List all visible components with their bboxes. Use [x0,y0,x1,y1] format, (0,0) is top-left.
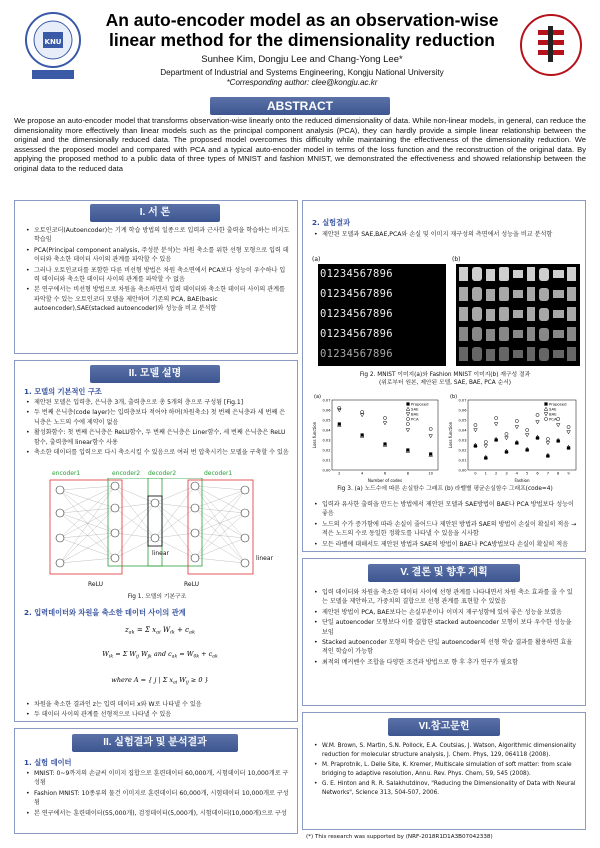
reference-item: • M. Praprotnik, L. Delle Site, K. Kremer, Multiscale simulation of soft matter: from scale bridging to adaptive resolution, Annu. Rev. Phys. Chem, 59, 545 (2008). [312,761,578,778]
data-point [546,437,549,440]
list-item: • 최적의 메커벤수 조합을 다양한 조건과 방법으로 향 후 추가 연구가 필요함 [312,658,578,667]
y-tick-label: 0.01 [458,458,467,463]
data-point [406,429,410,432]
list-item: • 오토인코더(Autoencoder)는 기계 학습 방법의 일종으로 입력과 근사한 출력을 학습하는 비지도학습임 [24,226,290,245]
data-point [536,413,539,416]
references-heading: VI.참고문헌 [388,718,500,736]
title-line-1: An auto-encoder model as an observation-wise [105,10,499,30]
title-line-2: linear method for the dimensionality reduction [108,30,496,50]
data-point [495,416,498,419]
encoder1-label: encoder1 [52,470,81,477]
x-tick-label: 6 [383,471,387,476]
data-point [484,440,487,443]
model-subheading-1: 1. 모델의 기본적인 구조 [24,387,102,396]
conclusion-heading: V. 결론 및 향후 계획 [368,564,520,582]
loss-by-label-chart [448,392,580,484]
list-item: • Stacked autoencoder 모형의 학습은 단일 autoencoder의 선형 학습 결과를 활용하면 효율적인 학습이 가능함 [312,638,578,657]
linear-label-2: linear [256,555,273,562]
legend-entry: PCA [411,416,419,422]
kiie-logo [520,12,582,78]
x-axis-label: Fashion [514,478,530,483]
list-item: • 모든 라벨에 대해서도 제안된 방법과 SAE의 방법이 BAE나 PCA방법보다 손실이 확실히 적음 [312,540,578,549]
kongju-university-logo [24,10,82,82]
relation-list [24,700,290,721]
data-point [526,428,529,431]
legend-entry: BAE [411,411,419,417]
data-point [515,426,519,429]
network-diagram [40,478,270,578]
data-point [484,445,488,448]
digit-row: 01234567896 [320,268,393,280]
chart-frame [332,400,438,470]
data-point [474,423,477,426]
legend-marker [544,402,547,405]
svg-text:Wik = Σ Wij Wjk and cak =: $W_{ik} = \Sigma$ $W_{ij}$ $W_{jk}$ and $c_{ak} = W_{0k} + c_{ak}$ [102,650,218,660]
data-point [360,414,364,417]
data-point [556,424,560,427]
data-point [515,419,518,422]
y-tick-label: 0.07 [322,398,331,403]
y-tick-label: 0.04 [458,428,467,433]
chart-svg [448,392,580,484]
chart-legend [544,401,567,421]
authors: Sunhee Kim, Dongju Lee and Chang-Yong Lee* [201,54,403,65]
fig2-caption-line-2: (위로부터 원본, 제안된 모델, SAE, BAE, PCA 순서) [378,379,512,386]
experiment-data-list [24,769,290,819]
relation-equations [70,620,250,692]
data-point [494,423,498,426]
poster-title [92,10,512,50]
svg-text:KNU: KNU [44,38,62,46]
list-item: • 본 연구에서는 비선형 방법으로 차원을 축소하면서 입력 데이터와 축소한 데이터 사이의 관계를 파악할 수 있는 오토인코더 모델을 제안하며 기존의 PCA, BAE(basic autoencoder),SAE(stacked autoencoder)와 성능을 비교 분석함 [24,285,290,313]
loss-vs-codes-chart [312,392,442,484]
x-tick-label: 0 [474,471,477,476]
corresponding-author: *Corresponding author: clee@kongju.ac.kr [226,78,378,87]
data-point [338,406,341,409]
list-item: • MNIST: 0~9까지의 손글씨 이미지 집합으로 훈련데이터 60,000개, 시험데이터 10,000개로 구성됨 [24,769,290,788]
data-point [525,434,529,437]
chart-legend [406,401,429,421]
data-point [505,432,508,435]
y-axis-label: Loss function [448,421,453,449]
legend-entry: PCA [549,416,557,422]
list-item: • 제안된 모델은 입력층, 은닉층 3개, 출력층으로 총 5개의 층으로 구성됨 [Fig.1] [24,398,290,407]
list-item: • PCA(Principal component analysis, 주성분 분석)는 차원 축소를 위한 선형 모형으로 입력 데이터와 축소한 데이터 사이의 관계를 파악할 수 있음 [24,246,290,265]
legend-entry: Proposed [411,401,429,407]
poster-header [0,0,600,100]
y-tick-label: 0.07 [458,398,467,403]
list-item: • 제안된 방법이 PCA, BAE보다는 손실부분이나 이미지 재구성함에 있어 좋은 성능을 보였음 [312,608,578,617]
linear-label-1: linear [152,550,169,557]
results-subheading: 2. 실험결과 [312,218,351,227]
list-item: • 축소한 데이터를 입력으로 다시 축소시킬 수 있음으로 여러 번 압축시키는 모델을 구축할 수 있음 [24,448,290,457]
data-point [383,422,387,425]
fig3-caption: Fig 3. (a) 노드수에 따른 손실함수 그래프 (b) 라벨별 평균손실함수 그래프(code=4) [337,486,553,492]
y-tick-label: 0.03 [458,438,467,443]
list-item: • 단일 autoencoder 모형보다 이를 결합한 stacked autoencoder 모형이 보다 우수한 성능을 보임 [312,618,578,637]
x-tick-label: 1 [484,471,487,476]
legend-marker [406,402,409,405]
legend-marker [544,417,547,420]
legend-marker [406,413,410,416]
decoder1-label: decoder1 [204,470,233,477]
x-tick-label: 5 [526,471,529,476]
list-item: • 제안된 모델과 SAE,BAE,PCA와 손실 및 이미지 재구성의 측면에서 성능을 비교 분석함 [312,230,578,239]
data-point [406,422,409,425]
relu-label-2: ReLU [184,581,200,588]
decoder2-label: decoder2 [148,470,177,477]
conclusion-list [312,588,578,668]
list-item: • 두 번째 은닉층(code layer)는 입력층보다 적어야 하며(차원축소) 첫 번째 은닉층과 세 번째 은닉층은 노드의 수에 제약이 없음 [24,408,290,427]
fashion-reconstruction-grid [456,264,580,366]
digit-row: 01234567896 [320,328,393,340]
y-tick-label: 0.05 [322,418,331,423]
y-tick-label: 0.03 [322,438,331,443]
x-tick-label: 10 [428,471,433,476]
x-tick-label: 8 [406,471,409,476]
data-point [474,429,478,432]
x-axis-label: Number of codes [367,478,403,483]
digit-row: 01234567896 [320,288,393,300]
funding-footnote: (*) This research was supported by (NRF-2018R1D1A3B07042338) [306,834,493,840]
data-point [546,442,550,445]
data-point [429,427,432,430]
intro-list [24,226,290,315]
y-tick-label: 0.00 [322,468,331,473]
encoder2-label: encoder2 [112,470,141,477]
data-point [567,431,571,434]
legend-entry: SAE [411,406,419,412]
experiment-heading: II. 실험결과 및 분석결과 [72,734,238,752]
legend-marker [544,413,548,416]
affiliation: Department of Industrial and Systems Engineering, Kongju National University [160,68,444,77]
model-heading: II. 모델 설명 [90,365,220,383]
chart-svg [312,392,442,484]
x-tick-label: 2 [338,471,341,476]
reference-item: • G. E. Hinton and R. R. Salakhutdinov, "Reducing the Dimensionality of Data with Neural Networks", Science 313, 504-507, 2006. [312,780,578,797]
x-tick-label: 7 [546,471,550,476]
chart-panel-label: (a) [314,394,321,400]
legend-marker [406,417,409,420]
x-tick-label: 2 [494,471,498,476]
legend-entry: Proposed [549,401,567,407]
data-point [567,425,570,428]
svg-text:where A = { j | Σ xai Wij ≥: where A = { j | Σ $x_{ai}$ $W_{ij} \ge 0$ } [111,676,209,686]
fig2-caption-line-1: Fig 2. MNIST 이미지(a)와 Fashion MNIST 이미지(b) 재구성 결과 [359,372,531,378]
data-point [383,416,386,419]
data-point [429,435,433,438]
y-tick-label: 0.04 [322,428,331,433]
legend-entry: BAE [549,411,557,417]
digit-row: 01234567896 [320,348,393,360]
svg-text:zak = Σ xai Wik + cak: $z_{ak} = \Sigma$ $x_{ai}$ $W_{ik} + c_{ak}$ [124,626,196,636]
legend-marker [406,407,410,410]
experiment-subheading-1: 1. 실험 데이터 [24,758,72,767]
model-list [24,398,290,458]
x-tick-label: 9 [567,471,570,476]
y-axis-label: Loss function [312,421,317,449]
model-subheading-2: 2. 입력데이터와 차원을 축소한 데이터 사이의 관계 [24,608,186,617]
mnist-reconstruction-grid [318,264,446,366]
results-bottom-list [312,500,578,550]
fig2-label-a: (a) [312,256,321,263]
data-point [505,437,509,440]
x-tick-label: 8 [557,471,560,476]
results-top-list [312,230,578,240]
legend-marker [544,407,548,410]
list-item: • 활성화함수: 첫 번째 은닉층은 ReLU함수, 두 번째 은닉층은 Liner함수, 세 번째 은닉층은 ReLU함수, 출력층에 linear함수 사용 [24,428,290,447]
list-item: • 노드의 수가 증가함에 따라 손실이 줄어드나 제안된 방법과 SAE의 방법이 손실이 확실히 적음 → 적은 노드의 수로 동일한 정확도를 나타낼 수 있음을 시사함 [312,520,578,539]
fig1-caption: Fig 1. 모델의 기본구조 [127,594,187,600]
list-item: • 차원을 축소한 결과인 z는 입력 데이터 x와 W로 나타낼 수 있음 [24,700,290,709]
y-tick-label: 0.02 [322,448,331,453]
data-point [536,421,540,424]
data-point [361,410,364,413]
y-tick-label: 0.06 [458,408,467,413]
y-tick-label: 0.02 [458,448,467,453]
list-item: • 본 연구에서는 훈련데이터(55,000개), 검정데이터(5,000개), 시험데이터(10,000개)으로 구성 [24,809,290,818]
abstract-heading: ABSTRACT [210,97,390,115]
list-item: • 입력과 유사한 출력을 만드는 방법에서 제안된 모델과 SAE방법이 BAE나 PCA 방법보다 성능이 좋음 [312,500,578,519]
y-tick-label: 0.05 [458,418,467,423]
reference-item: • W.M. Brown, S. Martin, S.N. Pollock, E.A. Coutsias, J. Watson, Algorithmic dimensionality reduction for molecular structure analysis, J. Chem. Phys, 129, 064118 (2008). [312,742,578,759]
y-tick-label: 0.06 [322,408,331,413]
references-list [312,742,578,800]
abstract-text: We propose an auto-encoder model that transforms observation-wise linearly onto the reduced dimensionality of data. While non-linear models, in general, can reduce the dimensionality more effectively than linear models such as the principal component analysis (PCA), they can hardly provide a simple linear relationship between the original and the dimensionally reduced data. The proposed model overcomes this difficulty while maintaining the effectiveness of the dimensionality reduction. We assessed the proposed model and compared with PCA and a typical auto-encoder model in terms of the loss function and the reconstruction of the original data. By applying the proposed method to a public data of three types of MNIST and fashion MNIST, we demonstrated the effectiveness and showed relationship between the original data to the reduced data [14,116,586,173]
list-item: • 두 데이터 사이의 관계를 선형적으로 나타낼 수 있음 [24,710,290,719]
list-item: • 입력 데이터와 차원을 축소한 데이터 사이에 선형 관계를 나타내면서 차원 축소 효과를 줄 수 있는 모델을 제안하고, 가중치의 결합으로 선형 관계를 표현할 수 있었음 [312,588,578,607]
relu-label-1: ReLU [88,581,104,588]
fig2-label-b: (b) [452,256,461,263]
list-item: • Fashion MNIST: 10종류의 물건 이미지로 훈련데이터 60,000개, 시험데이터 10,000개로 구성됨 [24,789,290,808]
fig2-caption [312,372,578,387]
legend-entry: SAE [549,406,557,412]
chart-panel-label: (b) [450,394,458,400]
y-tick-label: 0.01 [322,458,331,463]
y-tick-label: 0.00 [458,468,467,473]
x-tick-label: 4 [361,471,364,476]
x-tick-label: 3 [505,471,508,476]
intro-heading: I. 서 론 [90,204,220,222]
digit-row: 01234567896 [320,308,393,320]
list-item: • 그러나 오토인코더를 포함한 다른 비선형 방법은 차원 축소면에서 PCA보다 성능이 우수하나 입력 데이터와 축소한 데이터 사이의 관계를 파악할 수 없음 [24,266,290,285]
x-tick-label: 6 [536,471,539,476]
x-tick-label: 4 [515,471,518,476]
data-point [557,417,560,420]
